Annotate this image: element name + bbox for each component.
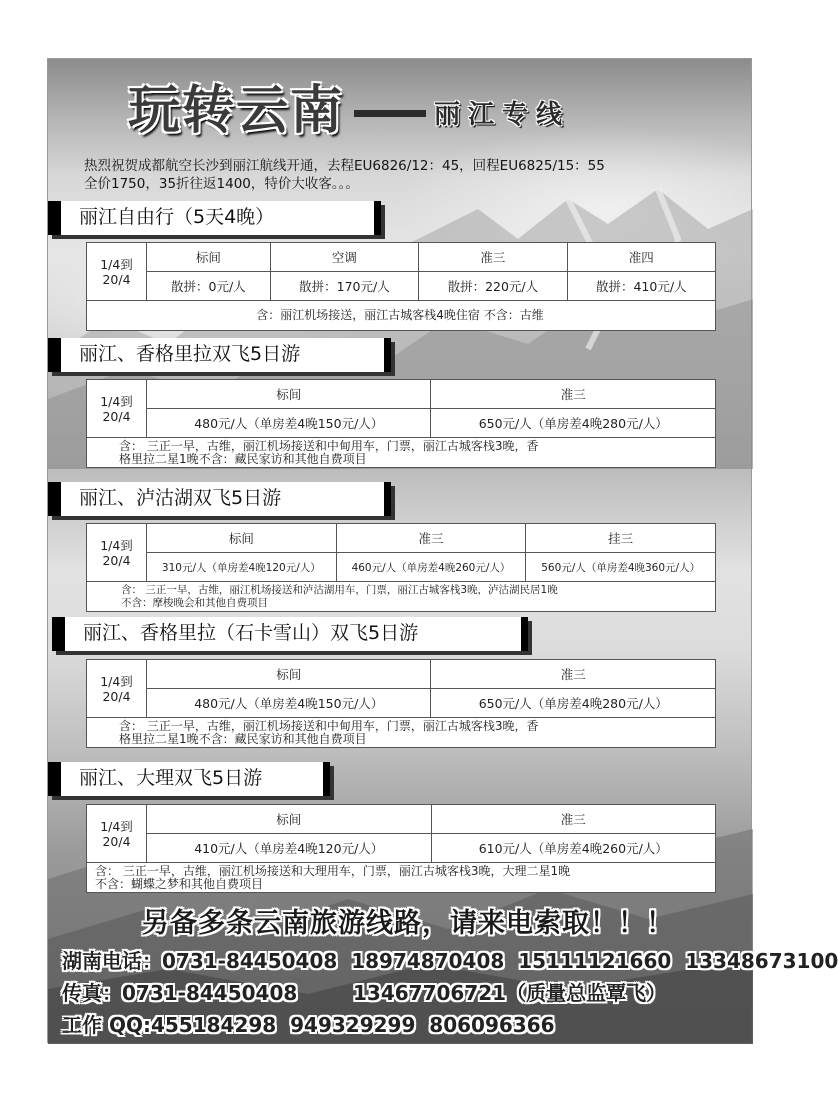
- price-cell: 410元/人（单房差4晚120元/人）: [147, 834, 432, 863]
- included-items: 含：丽江机场接送，丽江古城客栈4晚住宿 不含：古维: [87, 301, 716, 331]
- column-header: 准三: [336, 524, 526, 553]
- contact-fax: 传真：0731-84450408 13467706721（质量总监覃飞）: [62, 981, 667, 1005]
- included-items: 含： 三正一早，古维，丽江机场接送和大理用车，门票，丽江古城客栈3晚，大理二星1晚 不含：蝴蝶之梦和其他自费项目: [87, 863, 716, 893]
- price-table-lijiang-free: [86, 242, 716, 331]
- price-cell: 310元/人（单房差4晚120元/人）: [147, 553, 337, 582]
- price-cell: 650元/人（单房差4晚280元/人）: [431, 689, 716, 718]
- column-header: 空调: [270, 243, 418, 272]
- price-cell: 650元/人（单房差4晚280元/人）: [431, 409, 716, 438]
- column-header: 标间: [147, 380, 431, 409]
- included-items: 含： 三正一早，古维，丽江机场接送和中甸用车，门票，丽江古城客栈3晚，香 格里拉二星1晚不含：藏民家访和其他自费项目: [87, 718, 716, 748]
- price-cell: 散拼：0元/人: [147, 272, 271, 301]
- date-range: 1/4到 20/4: [87, 805, 147, 863]
- column-header: 标间: [147, 805, 432, 834]
- column-header: 准三: [431, 805, 716, 834]
- date-range: 1/4到 20/4: [87, 243, 147, 301]
- price-cell: 610元/人（单房差4晚260元/人）: [431, 834, 716, 863]
- page-subtitle: 丽江专线: [434, 100, 571, 130]
- price-table-lijiang-shangrila: [86, 379, 716, 468]
- column-header: 标间: [147, 524, 337, 553]
- poster: [47, 58, 838, 1043]
- promo-banner: 另备多条云南旅游线路，请来电索取！！！: [142, 908, 674, 939]
- column-header: 准三: [431, 660, 716, 689]
- contact-qq: 工作 QQ:455184298 949329299 806096366: [62, 1013, 555, 1037]
- column-header: 挂三: [526, 524, 716, 553]
- price-cell: 散拼：220元/人: [419, 272, 567, 301]
- price-table-lijiang-dali: [86, 804, 716, 893]
- title-dash: [354, 110, 426, 117]
- price-cell: 560元/人（单房差4晚360元/人）: [526, 553, 716, 582]
- column-header: 准三: [431, 380, 716, 409]
- price-cell: 散拼：410元/人: [567, 272, 715, 301]
- date-range: 1/4到 20/4: [87, 380, 147, 438]
- included-items: 含： 三正一早，古维，丽江机场接送和泸沽湖用车，门票，丽江古城客栈3晚，泸沽湖民居1晚 不含：摩梭晚会和其他自费项目: [87, 582, 716, 612]
- page-title: 玩转云南: [128, 81, 345, 141]
- route-title-lijiang-shangrila: 丽江、香格里拉双飞5日游: [48, 338, 391, 372]
- price-table-lijiang-shika-snow-mountain: [86, 659, 716, 748]
- headline: [128, 63, 570, 143]
- date-range: 1/4到 20/4: [87, 660, 147, 718]
- contact-phone: 湖南电话：0731-84450408 18974870408 15111121660 13348673100: [62, 949, 838, 973]
- price-cell: 460元/人（单房差4晚260元/人）: [336, 553, 526, 582]
- route-title-lijiang-dali: 丽江、大理双飞5日游: [48, 762, 330, 796]
- column-header: 准四: [567, 243, 715, 272]
- column-header: 标间: [147, 660, 431, 689]
- price-table-lijiang-lugu-lake: [86, 523, 716, 612]
- price-cell: 480元/人（单房差4晚150元/人）: [147, 409, 431, 438]
- route-title-lijiang-lugu-lake: 丽江、泸沽湖双飞5日游: [48, 482, 391, 516]
- price-cell: 散拼：170元/人: [270, 272, 418, 301]
- included-items: 含： 三正一早，古维，丽江机场接送和中甸用车，门票，丽江古城客栈3晚，香 格里拉二星1晚不含：藏民家访和其他自费项目: [87, 438, 716, 468]
- column-header: 标间: [147, 243, 271, 272]
- column-header: 准三: [419, 243, 567, 272]
- date-range: 1/4到 20/4: [87, 524, 147, 582]
- route-title-lijiang-shika-snow-mountain: 丽江、香格里拉（石卡雪山）双飞5日游: [52, 617, 528, 651]
- intro-line-1: 热烈祝贺成都航空长沙到丽江航线开通，去程EU6826/12：45，回程EU6825/15：55: [84, 158, 605, 174]
- route-title-lijiang-free: 丽江自由行（5天4晚）: [48, 201, 381, 235]
- intro-text: [84, 157, 744, 193]
- intro-line-2: 全价1750，35折往返1400，特价大收客。。。: [84, 176, 359, 192]
- price-cell: 480元/人（单房差4晚150元/人）: [147, 689, 431, 718]
